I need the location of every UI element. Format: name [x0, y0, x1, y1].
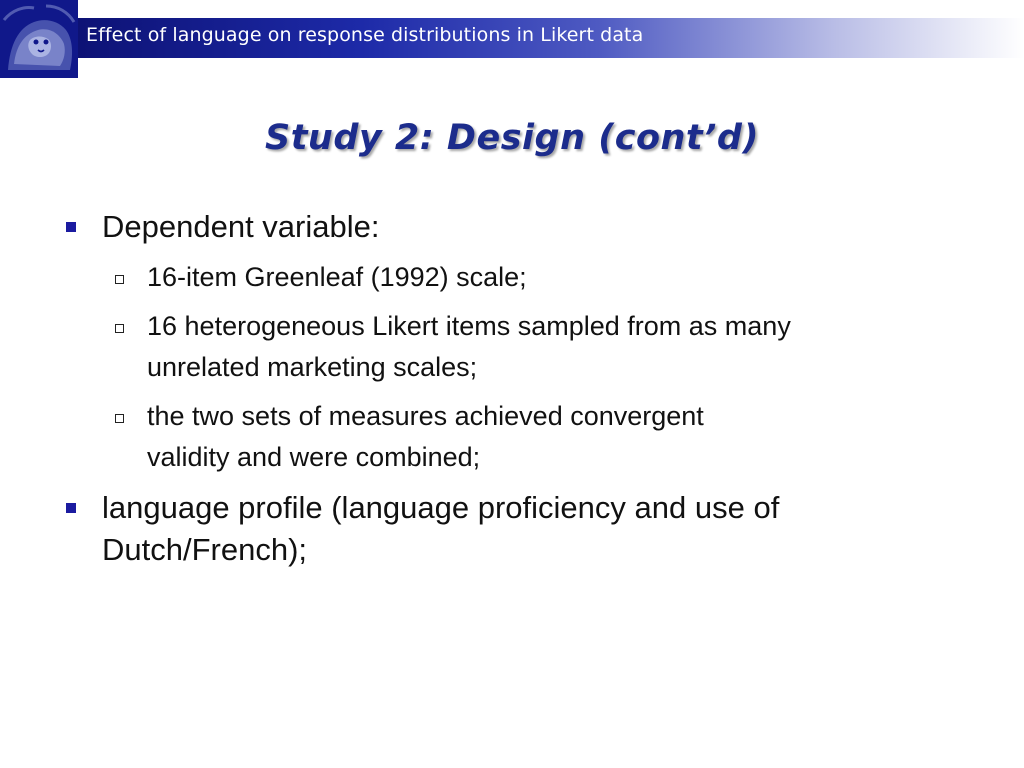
hollow-square-bullet-icon	[115, 414, 124, 423]
filled-square-bullet-icon	[66, 222, 76, 232]
hollow-square-bullet-icon	[115, 275, 124, 284]
sub-bullet-text-line: unrelated marketing scales;	[147, 352, 478, 382]
bullet-text-line: Dutch/French);	[102, 532, 308, 567]
sub-bullet-item	[115, 396, 995, 478]
bullet-text: Dependent variable:	[102, 209, 380, 244]
sub-bullet-text-line: the two sets of measures achieved convergent	[147, 401, 704, 431]
sub-bullet-text-line: validity and were combined;	[147, 442, 481, 472]
sub-bullet-item	[115, 257, 975, 298]
filled-square-bullet-icon	[66, 503, 76, 513]
hollow-square-bullet-icon	[115, 324, 124, 333]
sub-bullet-text-line: 16 heterogeneous Likert items sampled from as many	[147, 311, 791, 341]
header-title: Effect of language on response distributions in Likert data	[86, 24, 644, 46]
sub-bullet-item	[115, 306, 995, 388]
slide-title: Study 2: Design (cont’d)	[264, 118, 759, 158]
bullet-item	[66, 487, 966, 571]
bullet-text-line: language profile (language proficiency and use of	[102, 490, 780, 525]
bullet-item	[66, 206, 966, 248]
sub-bullet-text: 16-item Greenleaf (1992) scale;	[147, 262, 527, 292]
